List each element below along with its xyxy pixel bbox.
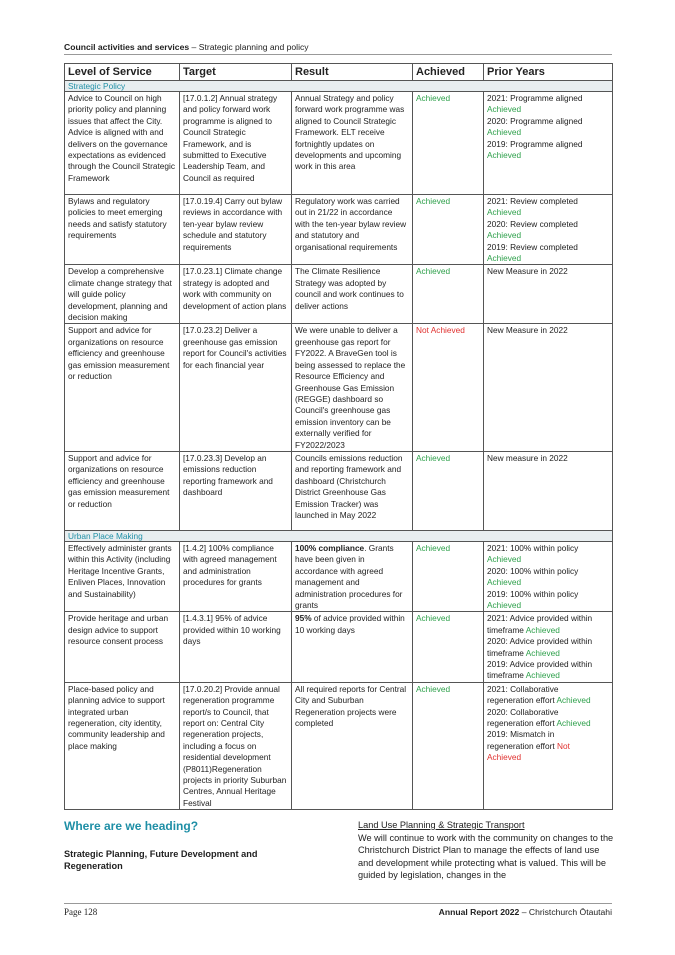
prior-year-text: 2021: Programme aligned [487,93,583,103]
prior-year-line [487,752,609,763]
prior-year-text: 2021: Advice provided within [487,613,593,624]
prior-years-cell [484,324,613,451]
prior-year-line [487,266,609,277]
prior-years-cell [484,195,613,265]
prior-year-text: 2019: Programme aligned [487,138,583,149]
prior-year-text: New measure in 2022 [487,452,568,463]
prior-year-line [487,127,609,138]
prior-year-text: 2020: Review completed [487,218,578,229]
prior-years-cell [484,265,613,324]
strategic-subheading: Strategic Planning, Future Development and Regeneration [64,849,258,871]
prior-year-text: 2019: Mismatch in [487,729,555,740]
table-header-row [65,64,613,81]
prior-year-line [487,659,609,670]
prior-year-status: Achieved [487,230,522,241]
table-row [65,265,613,324]
achieved-cell: Achieved [413,612,484,682]
prior-year-status: Achieved [487,207,522,218]
prior-year-line [487,93,609,104]
result-text: Regulatory work was carried out in 21/22 in accordance with the ten-year bylaw review and statutory and organisational requirements [295,196,407,252]
levels-of-service-table [64,63,613,810]
table-row [65,324,613,451]
col-header-target: Target [180,64,292,81]
prior-year-line [487,600,609,611]
footer-report-title [439,907,612,917]
achieved-cell: Achieved [413,682,484,809]
prior-year-line [487,707,609,718]
target-cell: [1.4.3.1] 95% of advice provided within 10 working days [180,612,292,682]
prior-year-text: timeframe [487,624,526,635]
result-text: Councils emissions reduction and reporting framework and dashboard (Christchurch District Greenhouse Gas Emission Tracker) was launched in May 2022 [295,452,403,520]
prior-year-text: 2019: Review completed [487,241,578,252]
right-column [358,819,614,882]
prior-years-cell [484,451,613,530]
table-row [65,195,613,265]
prior-year-line [487,207,609,218]
result-cell [292,92,413,195]
result-text: We were unable to deliver a greenhouse gas report for FY2022. A BraveGen tool is being assessed to replace the Resource Efficiency and Greenhouse Gas Emission (REGGE) dashboard so Council's greenhouse gas emission inventory can be externally verified for FY2022/2023 [295,325,406,450]
prior-year-text: 2019: Advice provided within [487,659,593,669]
table-row [65,682,613,809]
prior-year-text: 2020: Collaborative [487,706,559,717]
level-of-service-cell: Support and advice for organizations on resource efficiency and greenhouse gas emission measurement or reduction [65,324,180,451]
prior-year-text: timeframe [487,670,526,681]
col-header-level: Level of Service [65,64,180,81]
achieved-cell: Achieved [413,541,484,611]
result-text: The Climate Resilience Strategy was adopted by council and work continues to deliver actions [295,266,404,311]
prior-year-status: Achieved [487,127,522,138]
where-heading: Where are we heading? [64,819,199,833]
prior-year-status: Achieved [525,647,560,658]
level-of-service-cell: Provide heritage and urban design advice to support resource consent process [65,612,180,682]
prior-year-line [487,577,609,588]
page-number: Page 128 [64,907,98,917]
prior-year-line [487,695,609,706]
prior-year-status: Achieved [487,752,522,763]
prior-year-text: 2020: Advice provided within [487,636,593,647]
prior-year-line [487,625,609,636]
prior-year-line [487,242,609,253]
prior-years-cell [484,682,613,809]
page-header [64,42,309,52]
prior-years-cell [484,541,613,611]
header-bold: Council activities and services [64,42,190,52]
target-cell: [17.0.23.1] Climate change strategy is adopted and work with community on development of action plans [180,265,292,324]
result-text: of advice provided within 10 working days [295,613,405,635]
prior-year-status: Achieved [487,150,522,161]
prior-year-line [487,543,609,554]
col-header-result: Result [292,64,413,81]
prior-year-line [487,589,609,600]
prior-years-cell [484,92,613,195]
target-cell: [1.4.2] 100% compliance with agreed management and administration procedures for grants [180,541,292,611]
prior-year-line [487,219,609,230]
prior-year-line [487,566,609,577]
result-cell [292,541,413,611]
prior-year-line [487,196,609,207]
target-cell: [17.0.23.2] Deliver a greenhouse gas emission report for Council's activities for each financial year [180,324,292,451]
achieved-cell: Achieved [413,92,484,195]
prior-year-line [487,613,609,624]
result-text: Annual Strategy and policy forward work programme was aligned to Council Strategic Framework. ELT receive fortnightly updates on developments and upcoming work in this area [295,93,405,172]
result-text: All required reports for Central City and Suburban Regeneration projects were completed [295,683,407,729]
target-cell: [17.0.19.4] Carry out bylaw reviews in accordance with ten-year bylaw review schedule and statutory requirements [180,195,292,265]
section-row [65,530,613,541]
prior-years-cell [484,612,613,682]
prior-year-line [487,684,609,695]
prior-year-line [487,648,609,659]
prior-year-status: Achieved [556,695,591,706]
header-rest: – Strategic planning and policy [189,42,309,52]
prior-year-status: Achieved [487,253,522,264]
prior-year-text: timeframe [487,647,526,658]
level-of-service-cell: Effectively administer grants within this Activity (including Heritage Incentive Grants, Enliven Places, Innovation and Sustainability) [65,541,180,611]
level-of-service-cell: Support and advice for organizations on resource efficiency and greenhouse gas emission measurement or reduction [65,451,180,530]
table-row [65,92,613,195]
prior-year-line [487,741,609,752]
prior-year-status: Achieved [487,104,522,115]
prior-year-line [487,554,609,565]
land-use-body: We will continue to work with the community on changes to the Christchurch District Plan to manage the effects of land use and development while protecting what is valued. This will be guided by legislation, changes in the [358,832,614,881]
prior-year-status: Achieved [487,577,522,588]
target-cell: [17.0.23.3] Develop an emissions reduction reporting framework and dashboard [180,451,292,530]
prior-year-text: regeneration effort [487,718,557,729]
result-text: . Grants have been given in accordance with agreed management and administration procedures for grants [295,542,403,610]
result-cell [292,265,413,324]
prior-year-text: 2020: 100% within policy [487,565,579,576]
target-cell: [17.0.20.2] Provide annual regeneration programme report/s to Council, that report on: Central City regeneration projects, including a focus on residential development (P8011)Regeneration projects in priority Suburban Centres, Annual Heritage Festival [180,682,292,809]
result-cell [292,324,413,451]
result-emphasis: 95% [295,613,312,624]
prior-year-line [487,718,609,729]
prior-year-status: Achieved [487,599,522,610]
footer-rule [64,903,612,904]
col-header-prior: Prior Years [484,64,613,81]
result-cell [292,682,413,809]
result-emphasis: 100% compliance [295,542,365,553]
prior-year-line [487,729,609,740]
prior-year-text: New Measure in 2022 [487,325,568,336]
prior-year-line [487,116,609,127]
achieved-cell: Not Achieved [413,324,484,451]
prior-year-text: New Measure in 2022 [487,266,568,277]
result-cell [292,612,413,682]
prior-year-text: 2021: 100% within policy [487,542,579,553]
prior-year-line [487,104,609,115]
prior-year-line [487,636,609,647]
header-rule [64,54,612,55]
land-use-title: Land Use Planning & Strategic Transport [358,820,525,830]
achieved-cell: Achieved [413,265,484,324]
prior-year-line [487,253,609,264]
result-cell [292,451,413,530]
prior-year-line [487,150,609,161]
prior-year-status: Achieved [525,670,560,681]
table-body [65,81,613,810]
target-cell: [17.0.1.2] Annual strategy and policy forward work programme is aligned to Council Strategic Framework, and is submitted to Executive Leadership Team, and Council as required [180,92,292,195]
table-row [65,541,613,611]
prior-year-line [487,230,609,241]
prior-year-line [487,670,609,681]
prior-year-status: Not [556,740,570,751]
prior-year-status: Achieved [525,624,560,635]
level-of-service-cell: Develop a comprehensive climate change strategy that will guide policy development, planning and decision making [65,265,180,324]
prior-year-line [487,139,609,150]
achieved-cell: Achieved [413,195,484,265]
prior-year-status: Achieved [556,718,591,729]
section-title: Urban Place Making [65,530,613,541]
prior-year-text: regeneration effort [487,740,557,751]
prior-year-status: Achieved [487,554,522,565]
prior-year-text: 2021: Collaborative [487,683,559,694]
level-of-service-cell: Place-based policy and planning advice to support integrated urban regeneration, city identity, community leadership and place making [65,682,180,809]
prior-year-text: regeneration effort [487,695,557,706]
section-title: Strategic Policy [65,81,613,92]
prior-year-text: 2019: 100% within policy [487,588,579,599]
section-row [65,81,613,92]
table-row [65,451,613,530]
achieved-cell: Achieved [413,451,484,530]
level-of-service-cell: Bylaws and regulatory policies to meet emerging needs and satisfy statutory requirements [65,195,180,265]
prior-year-text: 2020: Programme aligned [487,115,583,126]
col-header-achieved: Achieved [413,64,484,81]
footer-report-rest: – Christchurch Ōtautahi [519,907,612,917]
prior-year-line [487,453,609,464]
prior-year-line [487,325,609,336]
prior-year-text: 2021: Review completed [487,196,578,206]
result-cell [292,195,413,265]
table-row [65,612,613,682]
level-of-service-cell: Advice to Council on high priority policy and planning issues that affect the City. Advice is aligned with and delivers on the governance expectations as evidenced through the Council Strategic Framework [65,92,180,195]
footer-report-bold: Annual Report 2022 [438,907,520,917]
